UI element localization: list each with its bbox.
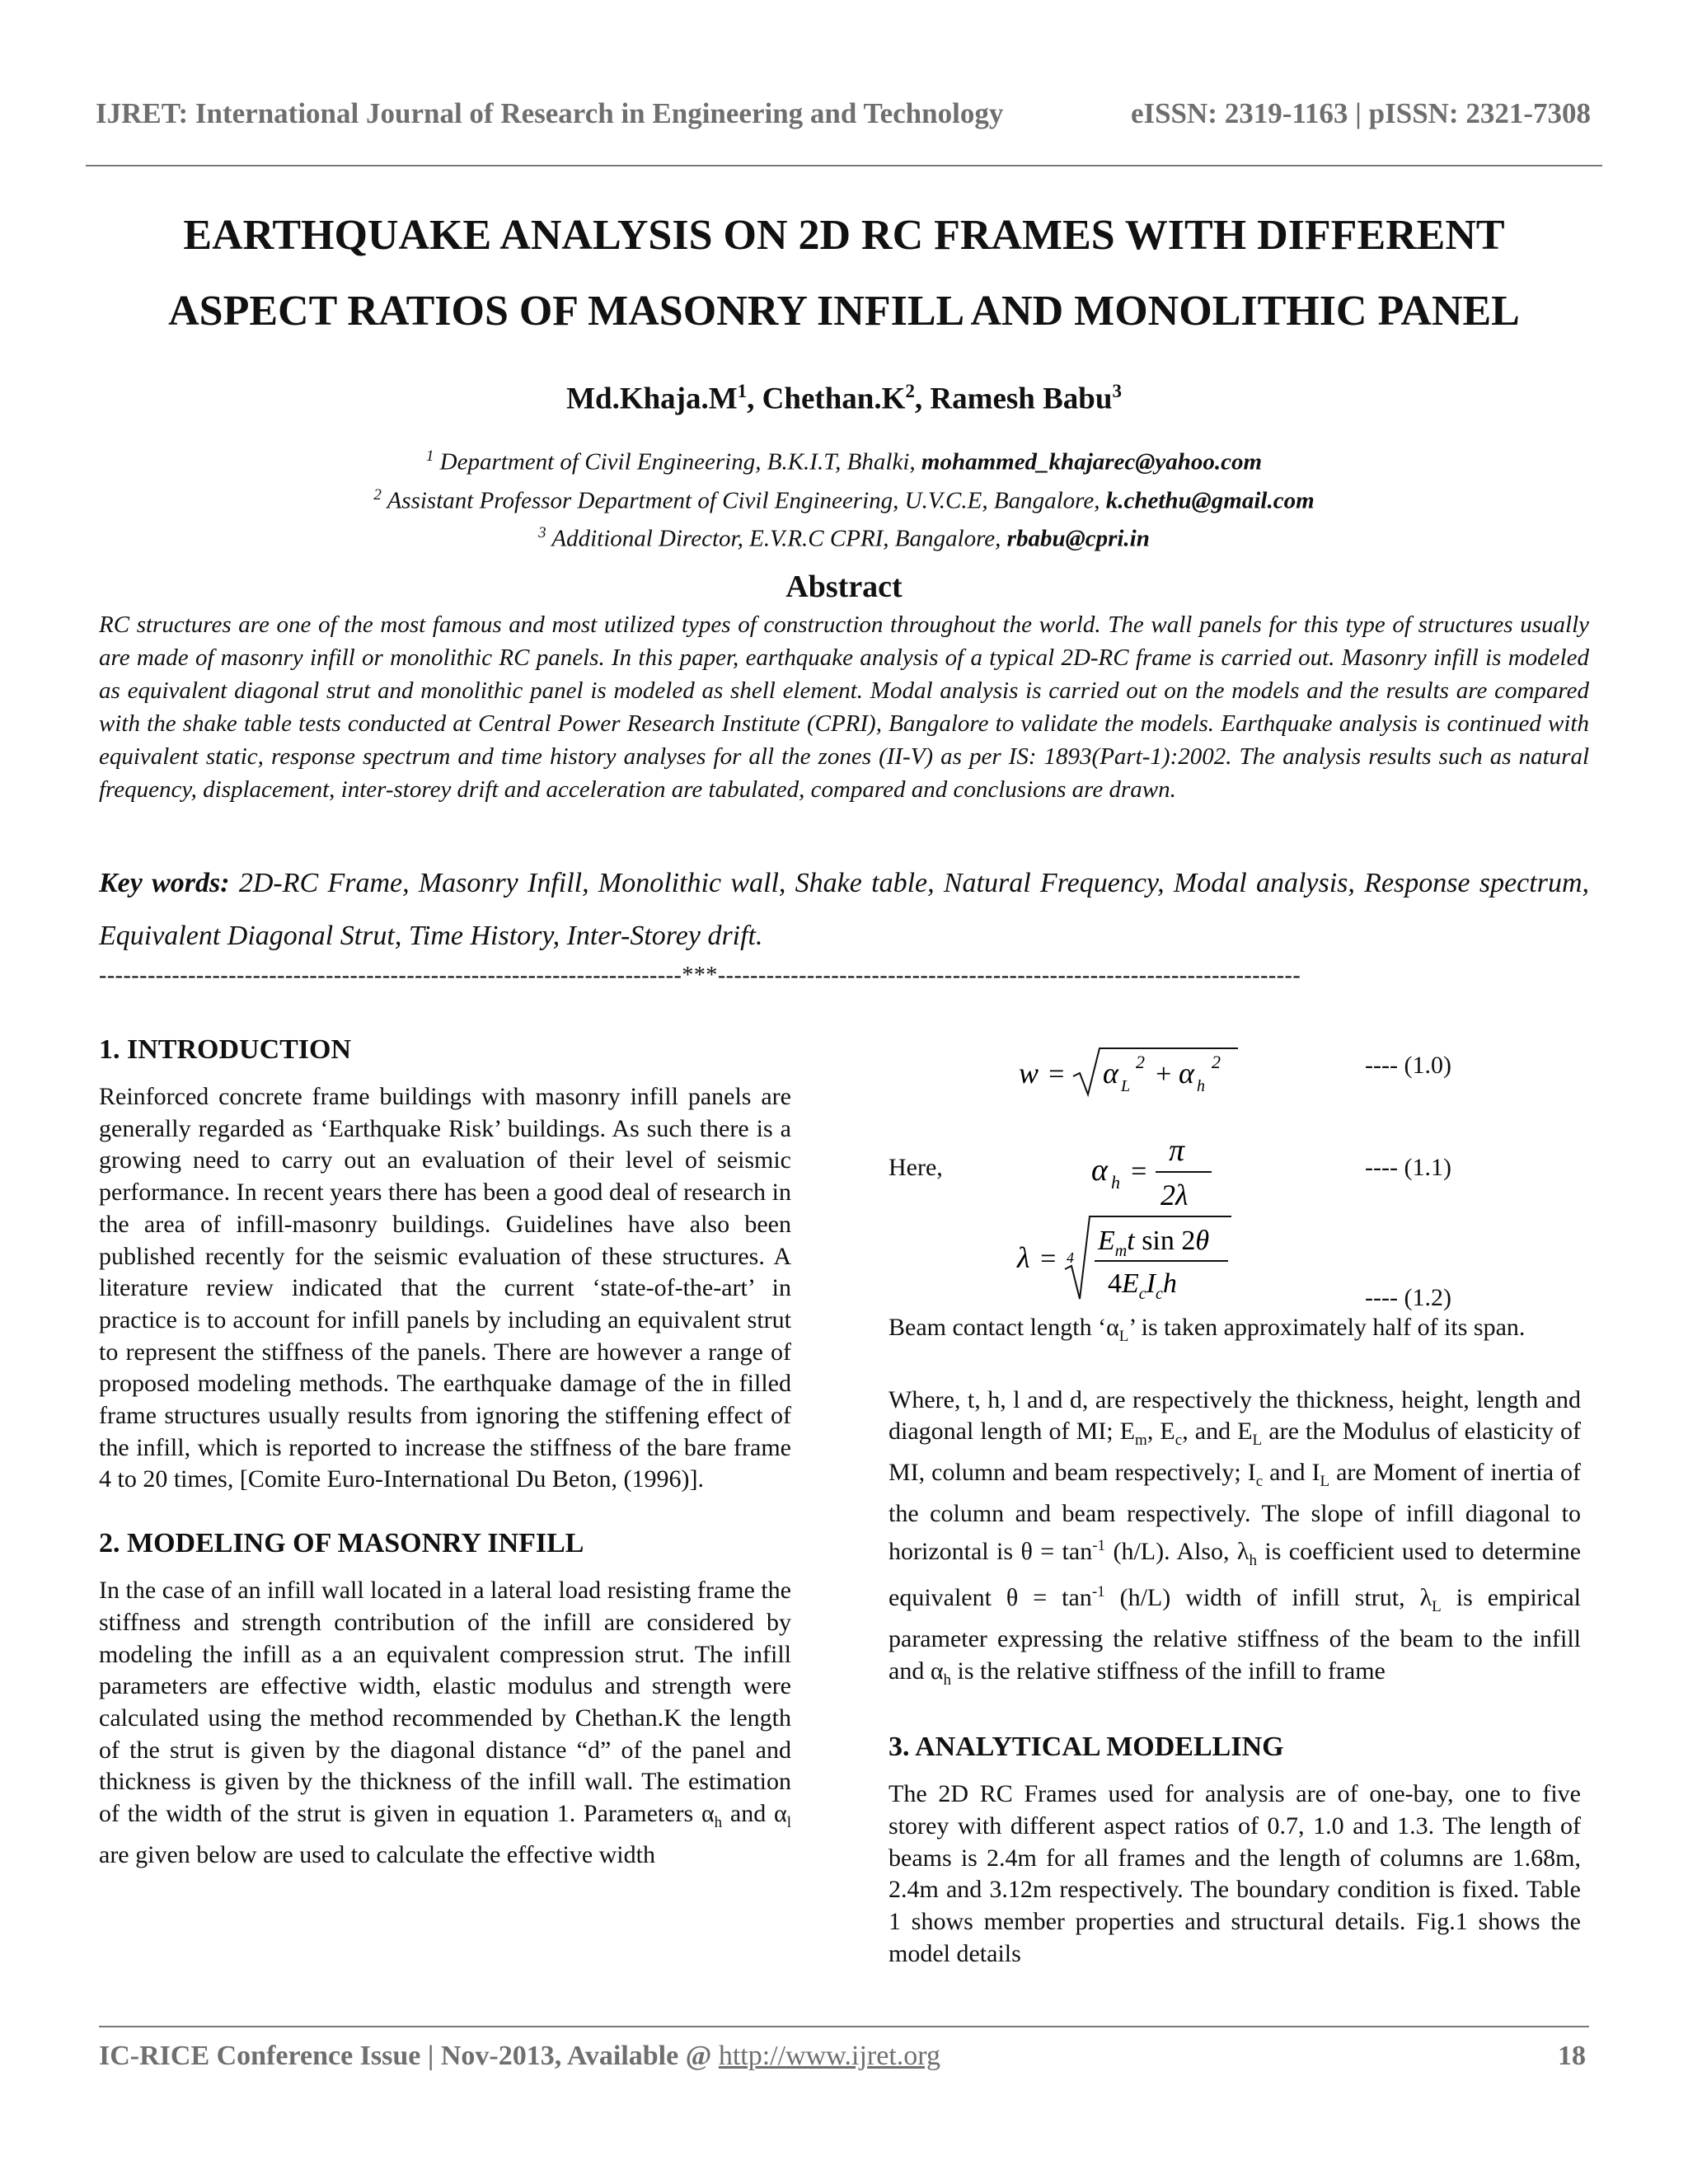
where-s7: L [1432, 1598, 1442, 1616]
keywords-text: 2D-RC Frame, Masonry Infill, Monolithic wall, Shake table, Natural Frequency, Modal analysis, Response spectrum, Equivalent Diagonal Strut, Time History, Inter-Storey drift. [99, 868, 1589, 951]
equation-width [1014, 1040, 1245, 1106]
modeling-text-a: In the case of an infill wall located in a lateral load resisting frame the stiffness and strength contribution of the infill are considered by modeling the infill as a an equivalent compression strut. The infill parameters are effective width, elastic modulus and strength were calculated using the method recommended by Chethan.K the length of the strut is given by the diagonal distance “d” of the panel and thickness is given by the thickness of the infill wall. The estimation of the width of the strut is given in equation 1. Parameters α [99, 1577, 791, 1828]
author-3-mark: 3 [1112, 381, 1122, 401]
where-sup2: -1 [1091, 1583, 1105, 1601]
eq2-sub-h: h [1111, 1172, 1120, 1193]
footer-label: IC-RICE Conference Issue | Nov-2013, Available @ [99, 2041, 719, 2071]
where-sup1: -1 [1092, 1536, 1106, 1554]
equation-label-1-0: ---- (1.0) [1365, 1052, 1451, 1079]
affiliation-2-email: k.chethu@gmail.com [1105, 487, 1315, 514]
where-s8: h [943, 1671, 952, 1689]
where-s4: c [1255, 1473, 1264, 1491]
affiliation-3-mark: 3 [538, 524, 546, 542]
eq-equals: = [1047, 1059, 1066, 1090]
eq3-numerator: $E_mt$ sin 2θ [1098, 1226, 1210, 1260]
title-line-1: EARTHQUAKE ANALYSIS ON 2D RC FRAMES WITH DIFFERENT [183, 212, 1505, 259]
affiliation-1-text: Department of Civil Engineering, B.K.I.T, Bhalki, [439, 448, 916, 476]
eq-pow-1: 2 [1136, 1052, 1145, 1072]
affiliation-2-text: Assistant Professor Department of Civil Engineering, U.V.C.E, Bangalore, [387, 487, 1100, 514]
author-2: Chethan.K [762, 382, 906, 416]
equation-lambda [1014, 1212, 1236, 1310]
keywords [99, 857, 1589, 963]
affiliation-1-mark: 1 [425, 448, 434, 465]
paper-title [0, 198, 1688, 349]
eq3-equals: = [1039, 1244, 1057, 1274]
affiliation-1 [0, 440, 1688, 479]
eq2-pi: π [1169, 1133, 1185, 1168]
modeling-heading: 2. MODELING OF MASONRY INFILL [99, 1528, 584, 1559]
modeling-text-c: are given below are used to calculate the effective width [99, 1840, 655, 1868]
eq2-denominator: 2λ [1160, 1179, 1189, 1212]
journal-header: IJRET: International Journal of Research in Engineering and Technology [96, 97, 1004, 129]
where-t8: is coefficient used to determine equivalent θ = tan [889, 1537, 1582, 1612]
where-t5: and I [1263, 1459, 1320, 1487]
where-t11: is the relative stiffness of the infill to frame [951, 1657, 1386, 1685]
introduction-heading: 1. INTRODUCTION [99, 1034, 352, 1065]
where-t9: (h/L) width of infill strut, λ [1104, 1584, 1432, 1612]
author-3: Ramesh Babu [930, 382, 1113, 416]
modeling-text-b: and α [722, 1800, 787, 1828]
eq-plus: + [1154, 1059, 1173, 1090]
section-separator: ------------------------------------------------------------------------***------------------------------------------------------------------------ [99, 963, 1301, 988]
alpha-h-subscript: h [714, 1814, 723, 1832]
beam-contact-b: ’ is taken approximately half of its span. [1128, 1314, 1526, 1341]
eq-w-symbol: w [1019, 1057, 1039, 1090]
header-divider [86, 165, 1602, 166]
where-text [889, 1385, 1581, 1697]
where-s2: c [1175, 1432, 1183, 1450]
affiliation-2-mark: 2 [373, 485, 382, 504]
equation-label-1-2: ---- (1.2) [1365, 1284, 1451, 1311]
keywords-label: Key words: [99, 868, 230, 898]
beam-contact-a: Beam contact length ‘α [889, 1314, 1119, 1341]
eq2-alpha: α [1091, 1153, 1108, 1188]
where-s3: L [1252, 1432, 1263, 1450]
abstract-text: RC structures are one of the most famous and most utilized types of construction throughout the world. The wall panels for this type of structures usually are made of masonry infill or monolithic RC panels. In this paper, earthquake analysis of a typical 2D-RC frame is carried out. Masonry infill is modeled as equivalent diagonal strut and monolithic panel is modeled as shell element. Modal analysis is carried out on the models and the results are compared with the shake table tests conducted at Central Power Research Institute (CPRI), Bangalore to validate the models. Earthquake analysis is continued with equivalent static, response spectrum and time history analyses for all the zones (II-V) as per IS: 1893(Part-1):2002. The analysis results such as natural frequency, displacement, inter-storey drift and acceleration are tabulated, compared and conclusions are drawn. [99, 612, 1589, 803]
eq3-denominator: $4E_cI_ch$ [1108, 1268, 1177, 1303]
analytical-heading: 3. ANALYTICAL MODELLING [889, 1732, 1284, 1763]
introduction-text: Reinforced concrete frame buildings with masonry infill panels are generally regarded as ‘Earthquake Risk’ buildings. As such there is a growing need to carry out an evaluation of their level of seismic performance. In recent years there has been a good deal of research in the area of infill-masonry buildings. Guidelines have also been published recently for the seismic evaluation of these structures. A literature review indicated that the current ‘state-of-the-art’ in practice is to account for infill panels by including an equivalent strut to represent the stiffness of the panels. There are however a range of proposed modeling methods. The earthquake damage of the in filled frame structures usually results from ignoring the stiffening effect of the infill, which is reported to increase the stiffness of the bare frame 4 to 20 times, [Comite Euro-International Du Beton, (1996)]. [99, 1083, 791, 1493]
affiliation-3-text: Additional Director, E.V.R.C CPRI, Bangalore, [551, 525, 1001, 552]
left-column [99, 1032, 791, 1871]
affiliation-3-email: rbabu@cpri.in [1006, 525, 1150, 552]
eq3-root-index: 4 [1067, 1249, 1074, 1266]
where-s6: h [1249, 1551, 1257, 1569]
alpha-l-subscript: l [786, 1814, 791, 1832]
affiliations [0, 440, 1688, 555]
beam-contact-text [889, 1312, 1581, 1353]
title-line-2: ASPECT RATIOS OF MASONRY INFILL AND MONOLITHIC PANEL [168, 288, 1520, 335]
eq3-lambda: λ [1017, 1241, 1030, 1274]
footer-divider [99, 2026, 1589, 2027]
eq2-equals: = [1129, 1156, 1148, 1187]
here-label: Here, [889, 1154, 943, 1181]
beam-contact-sub: L [1118, 1328, 1129, 1345]
eq-alpha-h: α [1179, 1057, 1194, 1090]
where-s1: m [1135, 1432, 1147, 1450]
where-t10: is empirical parameter expressing the relative stiffness of the beam to the infill and α [889, 1584, 1581, 1685]
right-column [889, 1312, 1581, 1971]
page-number: 18 [1558, 2041, 1586, 2071]
equation-alpha-h [1088, 1129, 1228, 1220]
where-t6: are Moment of inertia of the column and beam respectively. The slope of infill diagonal to horizontal is θ = tan [889, 1459, 1582, 1565]
eq-alpha-l: α [1103, 1057, 1118, 1090]
eq-sub-l: L [1121, 1077, 1131, 1095]
author-1: Md.Khaja.M [566, 382, 738, 416]
abstract-heading: Abstract [785, 569, 903, 604]
issn-header: eISSN: 2319-1163 | pISSN: 2321-7308 [1130, 97, 1591, 129]
where-t4: are the Modulus of elasticity of MI, column and beam respectively; I [889, 1418, 1582, 1487]
eq-pow-2: 2 [1212, 1052, 1221, 1072]
footer-text [99, 2041, 940, 2072]
where-s5: L [1320, 1473, 1330, 1491]
where-t1: Where, t, h, l and d, are respectively the thickness, height, length and diagonal length of MI; E [889, 1385, 1581, 1446]
journal-link[interactable]: http://www.ijret.org [718, 2041, 940, 2071]
where-t7: (h/L). Also, λ [1105, 1537, 1250, 1565]
affiliation-2 [0, 479, 1688, 518]
analytical-text: The 2D RC Frames used for analysis are of one-bay, one to five storey with different aspect ratios of 0.7, 1.0 and 1.3. The length of beams is 2.4m for all frames and the length of columns are 1.68m, 2.4m and 3.12m respectively. The boundary condition is fixed. Table 1 shows member properties and structural details. Fig.1 shows the model details [889, 1780, 1581, 1967]
author-2-mark: 2 [905, 381, 915, 401]
where-t2: , E [1146, 1418, 1175, 1446]
modeling-text [99, 1575, 791, 1871]
where-t3: , and E [1182, 1418, 1253, 1446]
author-list: $Md.Khaja.M^1$, $Chethan.K^2$, Ramesh Babu$^3$ [566, 381, 1122, 416]
affiliation-1-email: mohammed_khajarec@yahoo.com [921, 448, 1263, 476]
affiliation-3 [0, 517, 1688, 555]
eq-sub-h: h [1197, 1077, 1205, 1095]
author-1-mark: 1 [737, 381, 748, 401]
equation-label-1-1: ---- (1.1) [1365, 1154, 1451, 1181]
